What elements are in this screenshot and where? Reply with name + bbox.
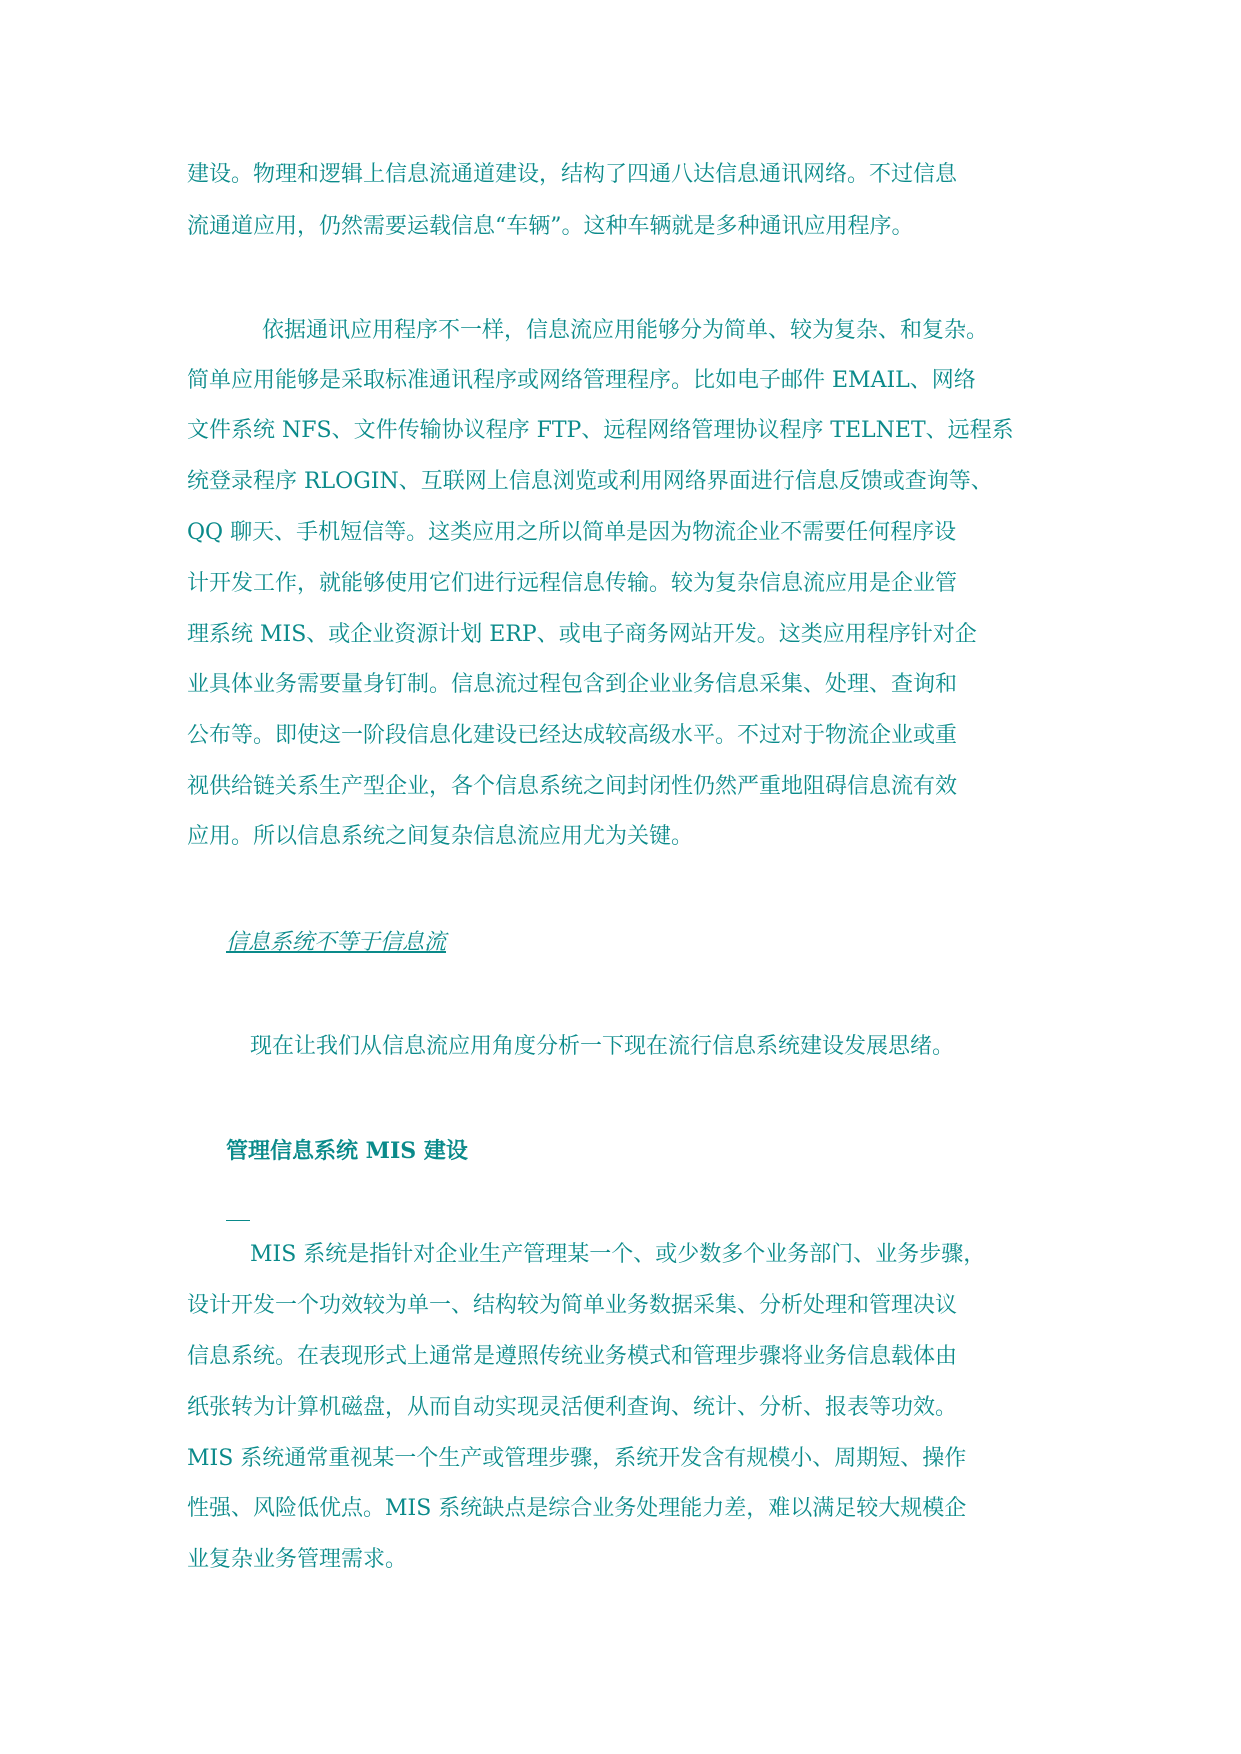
text-line: 视供给链关系生产型企业，各个信息系统之间封闭性仍然严重地阻碍信息流有效	[187, 774, 958, 799]
text-line: 建设。物理和逻辑上信息流通道建设，结构了四通八达信息通讯网络。不过信息	[187, 162, 958, 187]
text-line: MIS 系统通常重视某一个生产或管理步骤，系统开发含有规模小、周期短、操作	[187, 1446, 967, 1471]
text-line: 纸张转为计算机磁盘，从而自动实现灵活便利查询、统计、分析、报表等功效。	[187, 1395, 958, 1420]
text-line: 依据通讯应用程序不一样，信息流应用能够分为简单、较为复杂、和复杂。	[262, 318, 989, 343]
section-heading: 管理信息系统 MIS 建设	[226, 1138, 468, 1164]
text-line: 理系统 MIS、或企业资源计划 ERP、或电子商务网站开发。这类应用程序针对企	[187, 622, 977, 647]
text-line: 统登录程序 RLOGIN、互联网上信息浏览或利用网络界面进行信息反馈或查询等、	[187, 469, 993, 494]
dash-mark	[226, 1220, 250, 1221]
text-line: 信息系统。在表现形式上通常是遵照传统业务模式和管理步骤将业务信息载体由	[187, 1344, 958, 1369]
text-line: QQ 聊天、手机短信等。这类应用之所以简单是因为物流企业不需要任何程序设	[187, 520, 957, 545]
text-line: 文件系统 NFS、文件传输协议程序 FTP、远程网络管理协议程序 TELNET、远程系	[187, 418, 1014, 443]
text-line: 计开发工作，就能够使用它们进行远程信息传输。较为复杂信息流应用是企业管	[187, 571, 958, 596]
paragraph-3: 现在让我们从信息流应用角度分析一下现在流行信息系统建设发展思绪。	[250, 1034, 955, 1059]
text-line: 性强、风险低优点。MIS 系统缺点是综合业务处理能力差，难以满足较大规模企	[187, 1496, 967, 1521]
section-link-heading[interactable]: 信息系统不等于信息流	[226, 930, 447, 955]
text-line: 设计开发一个功效较为单一、结构较为简单业务数据采集、分析处理和管理决议	[187, 1293, 958, 1318]
text-line: 业复杂业务管理需求。	[187, 1547, 408, 1572]
text-line: 公布等。即使这一阶段信息化建设已经达成较高级水平。不过对于物流企业或重	[187, 723, 958, 748]
text-line: MIS 系统是指针对企业生产管理某一个、或少数多个业务部门、业务步骤，	[250, 1242, 986, 1267]
text-line: 应用。所以信息系统之间复杂信息流应用尤为关键。	[187, 824, 694, 849]
text-line: 业具体业务需要量身钉制。信息流过程包含到企业业务信息采集、处理、查询和	[187, 672, 958, 697]
text-line: 简单应用能够是采取标准通讯程序或网络管理程序。比如电子邮件 EMAIL、网络	[187, 368, 976, 393]
text-line: 流通道应用，仍然需要运载信息“车辆”。这种车辆就是多种通讯应用程序。	[187, 214, 914, 239]
